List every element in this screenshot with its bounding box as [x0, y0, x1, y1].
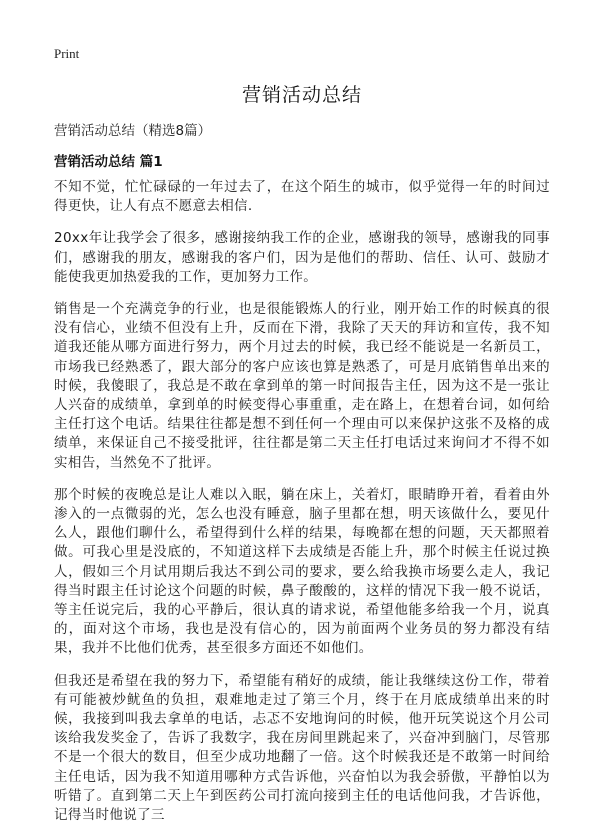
paragraph-4: 那个时候的夜晚总是让人难以入眠，躺在床上，关着灯，眼睛睁开着，看着由外渗入的一点微弱的光，怎么也没有睡意，脑子里都在想，明天该做什么，要见什么人，跟他们聊什么，希望得到什么样的结果，每晚都在想的问题，天天都照着做。可我心里是没底的，不知道这样下去成绩是否能上升，那个时候主任说过换人，假如三个月试用期后我达不到公司的要求，要么给我换市场要么走人，我记得当时跟主任讨论这个问题的时候，鼻子酸酸的，这样的情况下我一般不说话，等主任说完后，我的心平静后，很认真的请求说，希望他能多给我一个月，说真的，面对这个市场，我也是没有信心的，因为前面两个业务员的努力都没有结果，我并不比他们优秀，甚至很多方面还不如他们。 [54, 486, 550, 657]
print-link[interactable]: Print [54, 46, 80, 61]
document-body [54, 178, 550, 838]
section-heading: 营销活动总结 篇1 [54, 154, 163, 170]
paragraph-5: 但我还是希望在我的努力下，希望能有稍好的成绩，能让我继续这份工作，带着有可能被炒鱿鱼的负担，艰难地走过了第三个月，终于在月底成绩单出来的时候，我接到叫我去拿单的电话，忐忑不安地询问的时候，他开玩笑说这个月公司该给我发奖金了，告诉了我数字，我在房间里跳起来了，兴奋冲到脑门，尽管那不是一个很大的数目，但至少成功地翻了一倍。这个时候我还是不敢第一时间给主任电话，因为我不知道用哪种方式告诉他，兴奋怕以为我会骄傲，平静怕以为听错了。直到第二天上午到医药公司打流向接到主任的电话他问我，才告诉他，记得当时他说了三 [54, 672, 550, 824]
page-title: 营销活动总结 [241, 84, 362, 106]
paragraph-3: 销售是一个充满竞争的行业，也是很能锻炼人的行业，刚开始工作的时候真的很没有信心，业绩不但没有上升，反而在下滑，我除了天天的拜访和宣传，我不知道我还能从哪方面进行努力，两个月过去的时候，我已经不能说是一名新员工，市场我已经熟悉了，跟大部分的客户应该也算是熟悉了，可是月底销售单出来的时候，我傻眼了，我总是不敢在拿到单的第一时间报告主任，因为这不是一张让人兴奋的成绩单，拿到单的时候变得心事重重，走在路上，在想着台词，如何给主任打这个电话。结果往往都是想不到任何一个理由可以来保护这张不及格的成绩单，来保证自己不接受批评，往往都是第二天主任打电话过来询问才不得不如实相告，当然免不了批评。 [54, 301, 550, 471]
paragraph-1: 不知不觉，忙忙碌碌的一年过去了，在这个陌生的城市，似乎觉得一年的时间过得更快，让人有点不愿意去相信. [54, 179, 550, 215]
paragraph-2: 20xx年让我学会了很多，感谢接纳我工作的企业，感谢我的领导，感谢我的同事们，感谢我的朋友，感谢我的客户们，因为是他们的帮助、信任、认可、鼓励才能使我更加热爱我的工作，更加努力工作。 [54, 230, 550, 285]
document-subtitle: 营销活动总结（精选8篇） [54, 123, 212, 139]
